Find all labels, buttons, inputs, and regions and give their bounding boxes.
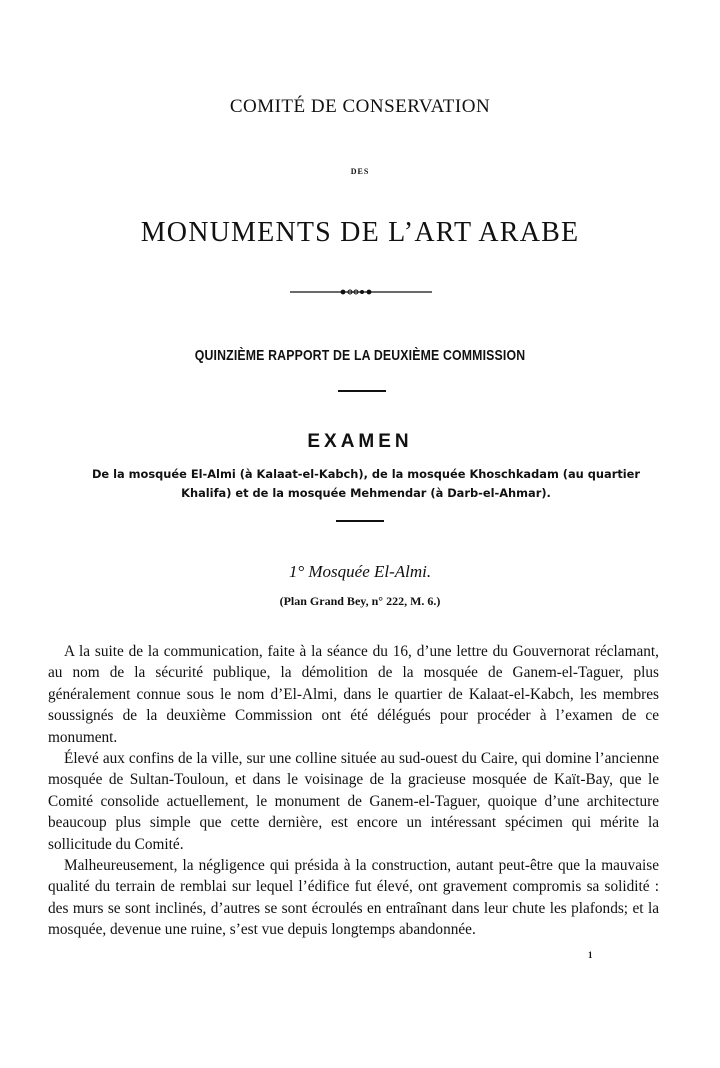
ornament-divider [290, 288, 432, 296]
section-title-examen: EXAMEN [307, 431, 413, 452]
examen-subtitle: De la mosquée El-Almi (à Kalaat-el-Kabch), de la mosquée Khoschkadam (au quartier Khalifa) et de la mosquée Mehmendar (à Darb-el-Ahmar). [91, 467, 641, 500]
mosque-section-title: 1° Mosquée El-Almi. [288, 562, 432, 581]
main-title: MONUMENTS DE L’ART ARABE [140, 217, 580, 248]
paragraph: Élevé aux confins de la ville, sur une colline située au sud-ouest du Caire, qui domine l’ancienne mosquée de Sultan-Touloun, et dans le voisinage de la gracieuse mosquée de Kaït-Bay, que le Comité consolide actuellement, le monument de Ganem-el-Taguer, quoique d’une architecture beaucoup plus simple que cette dernière, est encore un intéressant spécimen qui mérite la sollicitude du Comité. [48, 750, 659, 853]
body-text [48, 641, 659, 941]
committee-heading: COMITÉ DE CONSERVATION [229, 96, 491, 117]
connector-word: DES [350, 167, 370, 176]
plan-reference: (Plan Grand Bey, n° 222, M. 6.) [279, 594, 441, 608]
short-rule-divider [336, 520, 384, 522]
paragraph: Malheureusement, la négligence qui présida à la construction, autant peut-être que la mauvaise qualité du terrain de remblai sur lequel l’édifice fut élevé, ont gravement compromis sa solidité : des murs se sont inclinés, d’autres se sont écroulés en entraînant dans leur chute les plafonds; et la mosquée, devenue une ruine, s’est vue depuis longtemps abandonnée. [48, 857, 659, 939]
page-number: 1 [588, 950, 593, 960]
paragraph: A la suite de la communication, faite à la séance du 16, d’une lettre du Gouvernorat réclamant, au nom de la sécurité publique, la démolition de la mosquée de Ganem-el-Taguer, plus généralement connue sous le nom d’El-Almi, dans le quartier de Kalaat-el-Kabch, les membres soussignés de la deuxième Commission ont été délégués pour procéder à l’examen de ce monument. [48, 643, 659, 746]
short-rule-divider [338, 390, 386, 392]
report-heading: QUINZIÈME RAPPORT DE LA DEUXIÈME COMMISSION [194, 347, 526, 364]
